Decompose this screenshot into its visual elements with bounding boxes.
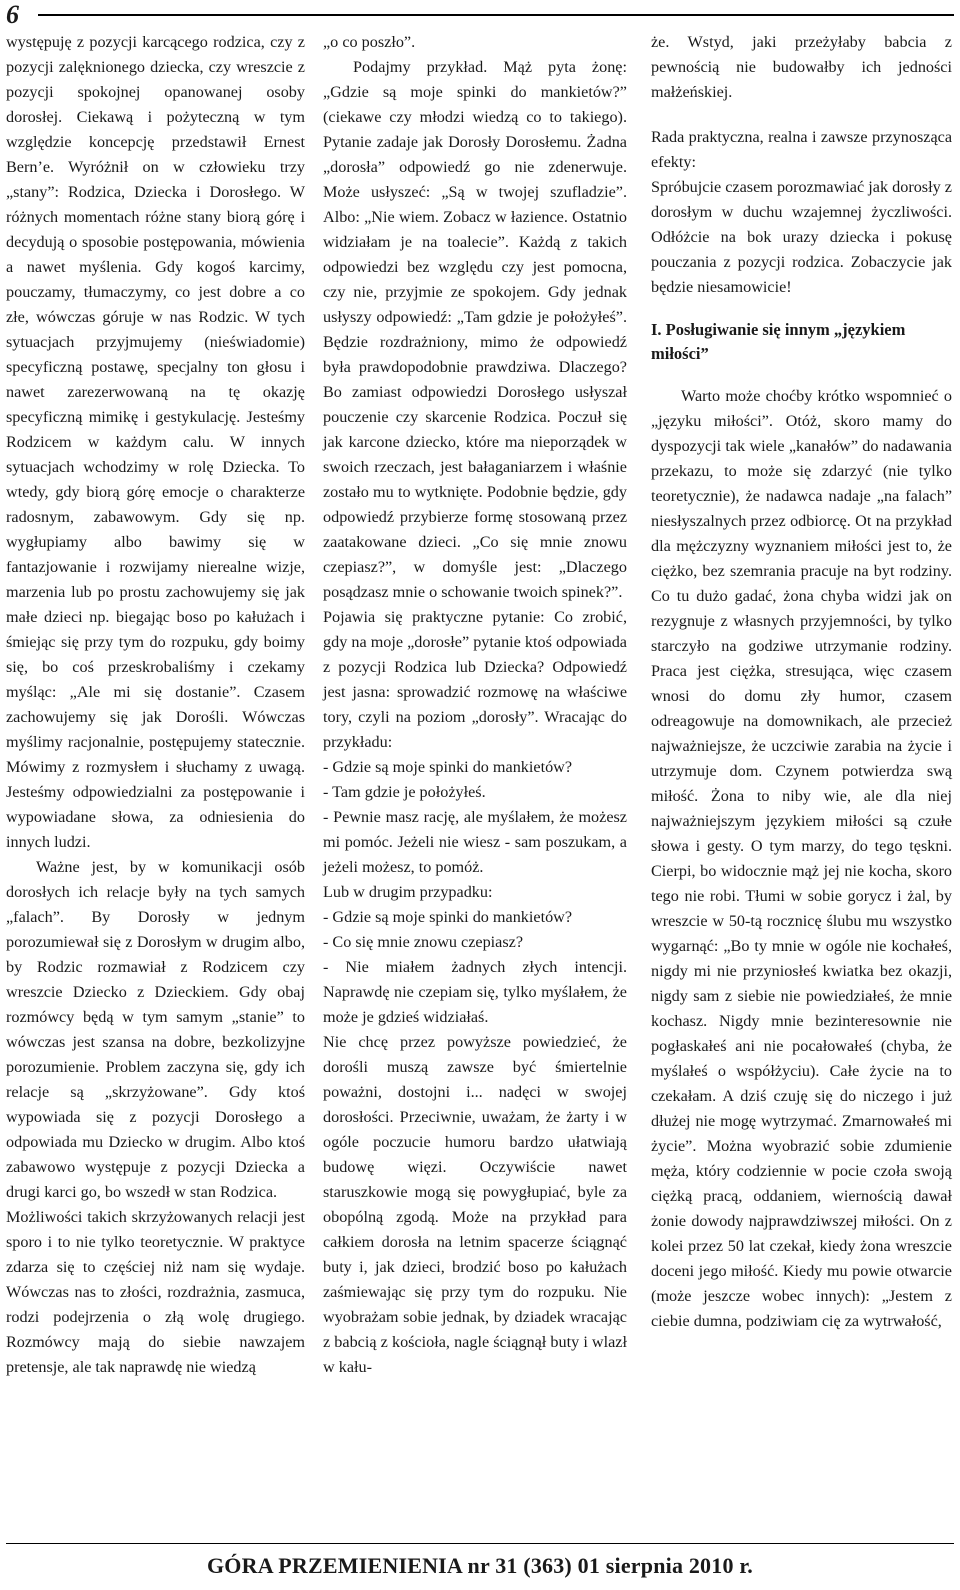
paragraph: Podajmy przykład. Mąż pyta żonę: „Gdzie są moje spinki do mankietów?” (ciekawe czy młodzi wiedzą co to takiego). Pytanie zadaje jak Dorosły Dorosłemu. Żadna „dorosła” odpowiedź go nie zdenerwuje. Może usłyszeć: „Są w twojej szufladzie”. Albo: „Nie wiem. Zobacz w łazience. Ostatnio widziałam je na toalecie”. Każdą z takich odpowiedzi bez względu czy jest pomocna, czy nie, przyjmie ze spokojem. Gdy jednak usłyszy odpowiedź: „Tam gdzie je położyłeś”. Będzie rozdrażniony, mimo że odpowiedź była prawdopodobnie prawdziwa. Dlaczego? Bo zamiast odpowiedzi Dorosłego usłyszał pouczenie czy skarcenie Rodzica. Poczuł się jak karcone dziecko, które ma nieporządek w swoich rzeczach, jest bałaganiarzem i właśnie zostało mu to wytknięte. Podobnie będzie, gdy odpowiedź przybierze formę stosowaną przez zaatakowane dzieci. „Co się mnie znowu czepiasz?”, w domyśle jest: „Dlaczego posądzasz mnie o schowanie twoich spinek?”. bbox=[323, 58, 627, 601]
dialogue-line: Lub w drugim przypadku: bbox=[323, 883, 493, 901]
paragraph: Pojawia się praktyczne pytanie: Co zrobić, gdy na moje „dorosłe” pytanie ktoś odpowiada z pozycji Rodzica lub Dziecka? Odpowiedź jest jasna: sprowadzić rozmowę na właściwe tory, czyli na poziom „dorosły”. Wracając do przykładu: bbox=[323, 608, 627, 751]
dialogue-line: - Tam gdzie je położyłeś. bbox=[323, 783, 486, 801]
paragraph: Warto może choćby krótko wspomnieć o „języku miłości”. Otóż, skoro mamy do dyspozycji tak wiele „kanałów” do nadawania przekazu, to może się zdarzyć (nie tylko teoretycznie), że nadawca nadaje „na falach” niesłyszalnych przez odbiorcę. Ot na przykład dla mężczyzny wyznaniem miłości jest to, że ciężko, bez szemrania pracuje na byt rodziny. Co tu dużo gadać, żona chyba widzi jak on rezygnuje z własnych przyjemności, by tylko starczyło na godziwe utrzymanie rodziny. Praca jest ciężka, stresująca, więc czasem wnosi do domu zły humor, czasem odreagowuje na domownikach, ale przecież najważniejsze, że uczciwie zarabia na życie i utrzymuje dom. Czynem potwierdza swą miłość. Żona to niby wie, ale dla niej najważniejszym językiem miłości są czułe słowa i gesty. O tym marzy, do tego tęskni. Cierpi, bo widocznie mąż jej nie kocha, skoro tego nie robi. Tłumi w sobie gorycz i żal, by wreszcie w 50-tą rocznicę ślubu mu wszystko wygarnąć: „Bo ty mnie w ogóle nie kochałeś, nigdy mi nie przyniosłeś kwiatka bez okazji, nigdy sam z siebie nie powiedziałeś, że mnie kochasz. Nigdy mnie bezinteresownie nie pogłaskałeś ani nie pocałowałeś (chyba, że myślałeś o współżyciu). Całe życie na to czekałam. A dziś czuję się do niczego i już dłużej nie mogę wytrzymać. Zmarnowałeś mi życie”. Można wyobrazić sobie zdumienie męża, który codziennie w pocie czoła swoją ciężką pracą, oddaniem, wiernością dawał żonie dowody najprawdziwszej miłości. On z kolei przez 50 lat czekał, kiedy żona wreszcie doceni jego miłość. Kiedy mu powie otwarcie (może jeszcze wobec innych): „Jestem z ciebie dumna, podziwiam cię za wytrwałość, bbox=[651, 387, 952, 1330]
footer-title: GÓRA PRZEMIENIENIA nr 31 (363) 01 sierpnia 2010 r. bbox=[207, 1553, 753, 1578]
header-rule bbox=[38, 14, 954, 16]
paragraph: „o co poszło”. bbox=[323, 33, 416, 51]
section-heading: I. Posługiwanie się innym „językiem miłości” bbox=[651, 320, 906, 363]
dialogue-line: - Pewnie masz rację, ale myślałem, że możesz mi pomóc. Jeżeli nie wiesz - sam poszukam, a jeżeli możesz, to pomóż. bbox=[323, 808, 627, 876]
dialogue-line: - Gdzie są moje spinki do mankietów? bbox=[323, 758, 573, 776]
text-column-2 bbox=[323, 30, 627, 1380]
article-body bbox=[6, 30, 956, 1530]
paragraph: występuję z pozycji karcącego rodzica, czy z pozycji zalęknionego dziecka, czy wreszcie z pozycji spokojnej opanowanej osoby dorosłej. Ciekawą i pożyteczną w tym względzie koncepcję przedstawił Ernest Bern’e. Wyróżnił on w człowieku trzy „stany”: Rodzica, Dziecka i Dorosłego. W różnych momentach różne stany biorą górę i decydują o sposobie postępowania, mówienia a nawet myślenia. Gdy kogoś karcimy, pouczamy, tłumaczymy, co jest dobre a co złe, wówczas góruje w nas Rodzic. W tych sytuacjach przyjmujemy (nieświadomie) specyficzną postawę, specjalny ton głosu i nawet zarezerwowaną na tę okazję specyficzną mimikę i gestykulację. Jesteśmy Rodzicem w każdym calu. W innych sytuacjach wchodzimy w rolę Dziecka. To wtedy, gdy biorą górę emocje o charakterze radosnym, zabawowym. Gdy się np. wygłupiamy albo bawimy się w fantazjowanie i rozwijamy nierealne wizje, marzenia lub po prostu zachowujemy się jak małe dzieci np. biegając boso po kałużach i śmiejąc się przy tym do rozpuku, gdy boimy się, bo coś przeskrobaliśmy i czekamy myśląc: „Ale mi się dostanie”. Czasem zachowujemy się jak Dorośli. Wówczas myślimy racjonalnie, postępujemy statecznie. Mówimy z rozmysłem i słuchamy z uwagą. Jesteśmy odpowiedzialni za postępowanie i wypowiadane słowa, za odniesienia do innych ludzi. bbox=[6, 33, 305, 851]
footer-rule bbox=[6, 1543, 954, 1544]
text-column-1 bbox=[6, 30, 305, 1380]
paragraph: że. Wstyd, jaki przeżyłaby babcia z pewnością nie budowałby ich jedności małżeńskiej. bbox=[651, 33, 952, 101]
paragraph: Rada praktyczna, realna i zawsze przynosząca efekty: bbox=[651, 128, 952, 171]
dialogue-line: - Co się mnie znowu czepiasz? bbox=[323, 933, 524, 951]
paragraph: Nie chcę przez powyższe powiedzieć, że dorośli muszą zawsze być śmiertelnie poważni, dostojni i... nadęci w swojej dorosłości. Przeciwnie, uważam, że żarty i w ogóle poczucie humoru bardzo ułatwiają budowę więzi. Oczywiście nawet staruszkowie mogą się powygłupiać, byle za obopólną zgodą. Może na przykład para całkiem dorosła na letnim spacerze ściągnąć buty i, jak dzieci, brodzić boso po kałużach zaśmiewając się przy tym do rozpuku. Nie wyobrażam sobie jednak, by dziadek wracając z babcią z kościoła, nagle ściągnął buty i wlazł w kału- bbox=[323, 1033, 627, 1376]
page-number: 6 bbox=[6, 0, 19, 29]
text-column-3 bbox=[651, 30, 952, 1334]
paragraph: Możliwości takich skrzyżowanych relacji jest sporo i to nie tylko teoretycznie. W praktyce zdarza się to częściej niż nam się wydaje. Wówczas nas to złości, rozdrażnia, zasmuca, rodzi podejrzenia o złą wolę drugiego. Rozmówcy mają do siebie nawzajem pretensje, ale tak naprawdę nie wiedzą bbox=[6, 1208, 305, 1376]
paragraph: Spróbujcie czasem porozmawiać jak dorosły z dorosłym w duchu wzajemnej życzliwości. Odłóżcie na bok urazy dziecka i pokusę pouczania z pozycji rodzica. Zobaczycie jak będzie niesamowicie! bbox=[651, 178, 952, 296]
paragraph: Ważne jest, by w komunikacji osób dorosłych ich relacje były na tych samych „falach”. By Dorosły w jednym porozumiewał się z Dorosłym w drugim albo, by Rodzic rozmawiał z Rodzicem czy wreszcie Dziecko z Dzieckiem. Gdy obaj rozmówcy będą w tym samym „stanie” to wówczas jest szansa na dobre, bezkolizyjne porozumienie. Problem zaczyna się, gdy ich relacje są „skrzyżowane”. Gdy ktoś wypowiada się z pozycji Dorosłego a odpowiada mu Dziecko w drugim. Albo ktoś zabawowo występuje z pozycji Dziecka a drugi karci go, bo wszedł w stan Rodzica. bbox=[6, 858, 305, 1201]
dialogue-line: - Nie miałem żadnych złych intencji. Naprawdę nie czepiam się, tylko myślałem, że może je gdzieś widziałaś. bbox=[323, 958, 627, 1026]
dialogue-line: - Gdzie są moje spinki do mankietów? bbox=[323, 908, 573, 926]
